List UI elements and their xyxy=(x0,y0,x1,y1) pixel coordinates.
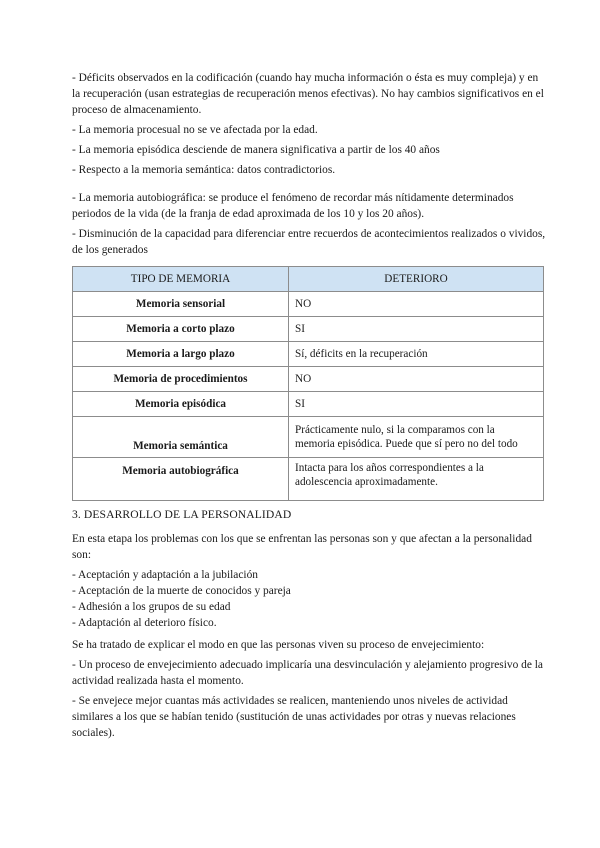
table-cell-type: Memoria semántica xyxy=(73,417,289,458)
document-page xyxy=(72,70,546,745)
paragraph-episodic-memory: - La memoria episódica desciende de manera significativa a partir de los 40 años xyxy=(72,144,440,156)
table-cell-deterioration: SI xyxy=(289,317,544,342)
table-row xyxy=(73,367,544,392)
table-row xyxy=(73,317,544,342)
table-row xyxy=(73,417,544,458)
paragraph-semantic-memory: - Respecto a la memoria semántica: datos contradictorios. xyxy=(72,164,336,176)
table-cell-type: Memoria episódica xyxy=(73,392,289,417)
list-item: - Adaptación al deterioro físico. xyxy=(72,617,217,629)
list-item: - Aceptación y adaptación a la jubilación xyxy=(72,569,258,581)
table-row xyxy=(73,292,544,317)
list-item: - Adhesión a los grupos de su edad xyxy=(72,601,231,613)
paragraph-autobiographical-memory: - La memoria autobiográfica: se produce el fenómeno de recordar más nítidamente determinados periodos de la vida (de la franja de edad aproximada de los 10 y los 20 años). xyxy=(72,192,514,220)
paragraph-disengagement: - Un proceso de envejecimiento adecuado implicaría una desvinculación y alejamiento progresivo de la actividad realizada hasta el momento. xyxy=(72,659,543,687)
table-cell-deterioration: SI xyxy=(289,392,544,417)
table-cell-deterioration: Prácticamente nulo, si la comparamos con la memoria episódica. Puede que sí pero no del todo xyxy=(289,417,544,458)
table-row xyxy=(73,342,544,367)
table-cell-deterioration: NO xyxy=(289,292,544,317)
paragraph-source-discrimination: - Disminución de la capacidad para diferenciar entre recuerdos de acontecimientos realizados o vividos, de los generados xyxy=(72,228,546,256)
table-header-row xyxy=(73,267,544,292)
table-cell-type: Memoria a corto plazo xyxy=(73,317,289,342)
memory-deterioration-table xyxy=(72,266,544,501)
table-row xyxy=(73,458,544,501)
paragraph-aging-explanation: Se ha tratado de explicar el modo en que las personas viven su proceso de envejecimiento: xyxy=(72,639,485,651)
paragraph-procedural-memory: - La memoria procesual no se ve afectada por la edad. xyxy=(72,124,318,136)
table-header-memory-type: TIPO DE MEMORIA xyxy=(73,267,289,292)
section-heading: 3. DESARROLLO DE LA PERSONALIDAD xyxy=(72,508,292,521)
table-cell-type: Memoria a largo plazo xyxy=(73,342,289,367)
table-cell-deterioration: Sí, déficits en la recuperación xyxy=(289,342,544,367)
list-item: - Aceptación de la muerte de conocidos y pareja xyxy=(72,585,291,597)
paragraph-encoding-deficits: - Déficits observados en la codificación (cuando hay mucha información o ésta es muy compleja) y en la recuperación (usan estrategias de recuperación menos efectivas). No hay cambios significativos en el proceso de almacenamiento. xyxy=(72,72,544,116)
table-cell-type: Memoria sensorial xyxy=(73,292,289,317)
table-header-deterioration: DETERIORO xyxy=(289,267,544,292)
table-cell-deterioration: NO xyxy=(289,367,544,392)
table-cell-deterioration: Intacta para los años correspondientes a la adolescencia aproximadamente. xyxy=(289,458,544,501)
paragraph-activity-theory: - Se envejece mejor cuantas más actividades se realicen, manteniendo unos niveles de actividad similares a los que se habían tenido (sustitución de unas actividades por otras y nuevas relaciones sociales). xyxy=(72,695,516,739)
paragraph-personality-intro: En esta etapa los problemas con los que se enfrentan las personas son y que afectan a la personalidad son: xyxy=(72,533,532,561)
table-cell-type: Memoria de procedimientos xyxy=(73,367,289,392)
table-row xyxy=(73,392,544,417)
table-cell-type: Memoria autobiográfica xyxy=(73,458,289,501)
problems-list xyxy=(72,567,546,631)
